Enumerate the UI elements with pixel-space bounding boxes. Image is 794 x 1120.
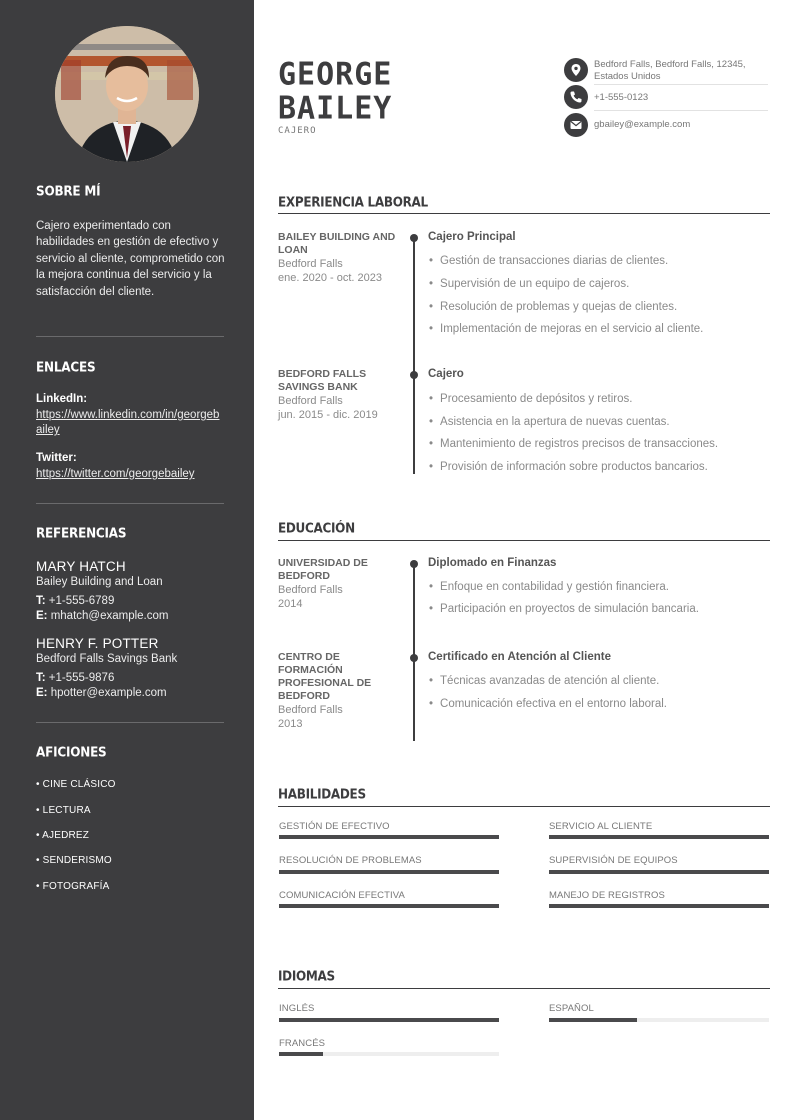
experience-org: BAILEY BUILDING AND LOAN	[278, 231, 396, 256]
languages-title: IDIOMAS	[278, 968, 335, 984]
section-rule	[278, 540, 770, 541]
hobbies-title: AFICIONES	[36, 744, 107, 760]
skill-bar	[279, 870, 499, 874]
education-location: Bedford Falls	[278, 584, 343, 596]
twitter-label: Twitter:	[36, 452, 77, 464]
hobby-item: • LECTURA	[36, 805, 91, 816]
email-icon	[564, 113, 588, 137]
education-org: CENTRO DE FORMACIÓN PROFESIONAL DE BEDFORD	[278, 651, 372, 702]
experience-bullet: • Provisión de información sobre productos bancarios.	[429, 461, 708, 473]
timeline-dot	[410, 654, 418, 662]
experience-location: Bedford Falls	[278, 258, 343, 270]
language-label: ESPAÑOL	[549, 1003, 594, 1014]
language-label: INGLÉS	[279, 1003, 315, 1014]
education-bullet: • Enfoque en contabilidad y gestión financiera.	[429, 581, 669, 593]
education-location: Bedford Falls	[278, 704, 343, 716]
sidebar	[0, 0, 254, 1120]
links-title: ENLACES	[36, 359, 96, 375]
contact-phone: +1-555-0123	[594, 92, 649, 103]
hobby-item: • CINE CLÁSICO	[36, 779, 116, 790]
education-org: UNIVERSIDAD DE BEDFORD	[278, 557, 368, 582]
hobby-item: • FOTOGRAFÍA	[36, 881, 110, 892]
experience-dates: ene. 2020 - oct. 2023	[278, 272, 382, 284]
section-rule	[278, 806, 770, 807]
reference-email: E: hpotter@example.com	[36, 687, 167, 699]
experience-bullet: • Asistencia en la apertura de nuevas cuentas.	[429, 416, 670, 428]
divider	[36, 503, 224, 504]
hobby-item: • AJEDREZ	[36, 830, 90, 841]
reference-phone: T: +1-555-6789	[36, 595, 115, 607]
education-dates: 2013	[278, 718, 303, 730]
about-title: SOBRE MÍ	[36, 183, 101, 199]
education-title: EDUCACIÓN	[278, 520, 355, 536]
skill-bar	[549, 904, 769, 908]
skill-bar-fill	[549, 835, 769, 839]
linkedin-link[interactable]: https://www.linkedin.com/in/georgebailey	[36, 409, 220, 436]
skill-bar-fill	[549, 904, 769, 908]
education-bullet: • Técnicas avanzadas de atención al cliente.	[429, 675, 659, 687]
references-title: REFERENCIAS	[36, 525, 127, 541]
divider	[594, 84, 768, 85]
language-bar	[279, 1052, 499, 1056]
experience-bullet: • Resolución de problemas y quejas de clientes.	[429, 301, 677, 313]
skill-bar-fill	[279, 904, 499, 908]
skill-label: RESOLUCIÓN DE PROBLEMAS	[279, 855, 422, 866]
language-bar-fill	[279, 1018, 499, 1022]
reference-email: E: mhatch@example.com	[36, 610, 169, 622]
divider	[594, 110, 768, 111]
experience-bullet: • Implementación de mejoras en el servicio al cliente.	[429, 323, 703, 335]
job-role: CAJERO	[278, 126, 317, 136]
experience-bullet: • Supervisión de un equipo de cajeros.	[429, 278, 629, 290]
timeline-dot	[410, 560, 418, 568]
experience-bullet: • Mantenimiento de registros precisos de transacciones.	[429, 438, 718, 450]
experience-dates: jun. 2015 - dic. 2019	[278, 409, 378, 421]
skill-bar	[549, 870, 769, 874]
experience-bullet: • Procesamiento de depósitos y retiros.	[429, 393, 632, 405]
language-bar-fill	[279, 1052, 323, 1056]
experience-position: Cajero	[428, 368, 464, 380]
experience-bullet: • Gestión de transacciones diarias de clientes.	[429, 255, 668, 267]
timeline-line	[413, 562, 415, 741]
skill-label: SERVICIO AL CLIENTE	[549, 821, 653, 832]
divider	[36, 336, 224, 337]
reference-name: HENRY F. POTTER	[36, 636, 159, 651]
location-pin-icon	[564, 58, 588, 82]
hobby-item: • SENDERISMO	[36, 855, 112, 866]
contact-email[interactable]: gbailey@example.com	[594, 119, 691, 130]
skill-bar	[279, 835, 499, 839]
skill-label: SUPERVISIÓN DE EQUIPOS	[549, 855, 678, 866]
linkedin-label: LinkedIn:	[36, 393, 88, 405]
skill-bar-fill	[549, 870, 769, 874]
timeline-line	[413, 236, 415, 474]
skill-bar-fill	[279, 870, 499, 874]
divider	[36, 722, 224, 723]
experience-title: EXPERIENCIA LABORAL	[278, 194, 428, 210]
phone-icon	[564, 85, 588, 109]
education-bullet: • Participación en proyectos de simulación bancaria.	[429, 603, 699, 615]
education-dates: 2014	[278, 598, 303, 610]
reference-company: Bedford Falls Savings Bank	[36, 653, 178, 665]
skill-bar-fill	[279, 835, 499, 839]
reference-company: Bailey Building and Loan	[36, 576, 163, 588]
skill-label: GESTIÓN DE EFECTIVO	[279, 821, 390, 832]
name-first: GEORGE	[278, 56, 393, 93]
name-last: BAILEY	[278, 90, 393, 127]
skill-label: COMUNICACIÓN EFECTIVA	[279, 890, 405, 901]
section-rule	[278, 213, 770, 214]
skills-title: HABILIDADES	[278, 786, 366, 802]
language-label: FRANCÉS	[279, 1038, 326, 1049]
experience-position: Cajero Principal	[428, 231, 516, 243]
language-bar	[549, 1018, 769, 1022]
skill-bar	[279, 904, 499, 908]
about-text: Cajero experimentado con habilidades en gestión de efectivo y servicio al cliente, comprometido con la mejora continua del servicio y la satisfacción del cliente.	[36, 220, 225, 298]
experience-org: BEDFORD FALLS SAVINGS BANK	[278, 368, 367, 393]
section-rule	[278, 988, 770, 989]
timeline-dot	[410, 371, 418, 379]
reference-phone: T: +1-555-9876	[36, 672, 115, 684]
twitter-link[interactable]: https://twitter.com/georgebailey	[36, 468, 195, 480]
language-bar	[279, 1018, 499, 1022]
education-degree: Certificado en Atención al Cliente	[428, 651, 611, 663]
education-degree: Diplomado en Finanzas	[428, 557, 557, 569]
profile-photo	[55, 26, 199, 162]
skill-label: MANEJO DE REGISTROS	[549, 890, 665, 901]
language-bar-fill	[549, 1018, 637, 1022]
education-bullet: • Comunicación efectiva en el entorno laboral.	[429, 698, 667, 710]
skill-bar	[549, 835, 769, 839]
reference-name: MARY HATCH	[36, 559, 126, 574]
timeline-dot	[410, 234, 418, 242]
contact-address: Bedford Falls, Bedford Falls, 12345, Estados Unidos	[594, 59, 746, 82]
experience-location: Bedford Falls	[278, 395, 343, 407]
